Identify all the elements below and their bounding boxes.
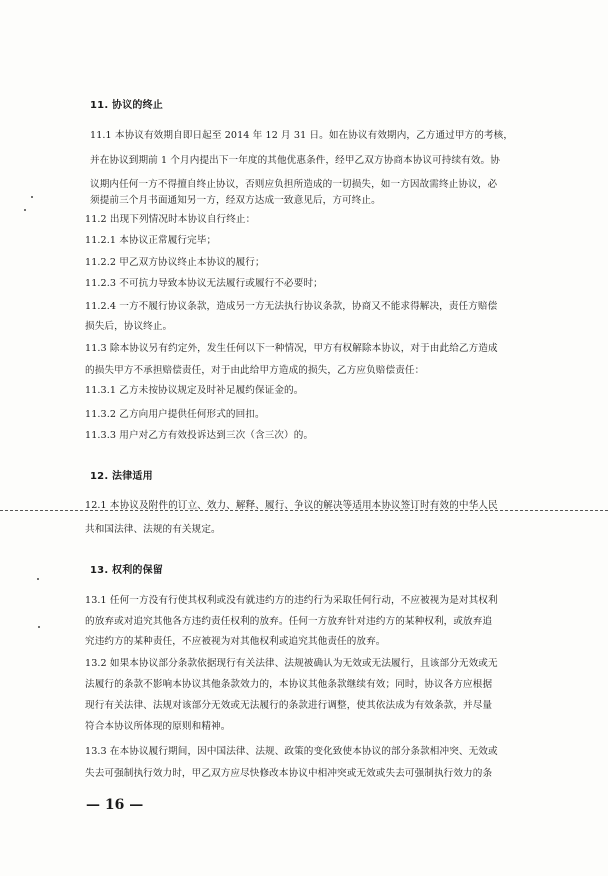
paragraph-line: 法履行的条款不影响本协议其他条款效力的，本协议其他条款继续有效；同时，协议各方应根据 [85, 679, 493, 690]
paragraph-line: 的放弃或对追究其他各方违约责任权利的放弃。任何一方放弃针对违约方的某种权利，或放弃追 [85, 616, 493, 627]
paragraph-line: 11.3 除本协议另有约定外，发生任何以下一种情况，甲方有权解除本协议，对于由此给乙方造成 [85, 343, 498, 354]
page-number: — 16 — [86, 797, 144, 813]
paragraph-line: 议期内任何一方不得擅自终止协议，否则应负担所造成的一切损失，如一方因故需终止协议，必 [90, 179, 498, 190]
paragraph-line: 13.1 任何一方没有行使其权利或没有就违约方的违约行为采取任何行动，不应被视为是对其权利 [85, 595, 498, 606]
paragraph-line: 现行有关法律、法规对该部分无效或无法履行的条款进行调整，使其依法成为有效条款，并尽量 [85, 700, 493, 711]
paragraph-line: 12.1 本协议及附件的订立、效力、解释、履行、争议的解决等适用本协议签订时有效的中华人民 [85, 500, 498, 511]
paragraph-line: 11.2 出现下列情况时本协议自行终止： [85, 214, 256, 225]
paragraph-line: 11.1 本协议有效期自即日起至 2014 年 12 月 31 日。如在协议有效期内，乙方通过甲方的考核， [90, 130, 514, 141]
paragraph-line: 11.2.1 本协议正常履行完毕； [85, 235, 217, 246]
scan-speck [24, 209, 26, 211]
scan-speck [38, 626, 40, 628]
paragraph-line: 的损失甲方不承担赔偿责任，对于由此给甲方造成的损失，乙方应负赔偿责任： [85, 365, 425, 376]
section-heading-reservation-of-rights: 13. 权利的保留 [90, 565, 163, 576]
paragraph-line: 13.3 在本协议履行期间，因中国法律、法规、政策的变化致使本协议的部分条款相冲突、无效或 [85, 746, 498, 757]
section-heading-termination: 11. 协议的终止 [90, 100, 163, 111]
paragraph-line: 11.3.2 乙方向用户提供任何形式的回扣。 [85, 409, 265, 420]
paragraph-line: 符合本协议所体现的原则和精神。 [85, 721, 231, 732]
paragraph-line: 失去可强制执行效力时，甲乙双方应尽快修改本协议中相冲突或无效或失去可强制执行效力的条 [85, 768, 493, 779]
paragraph-line: 11.2.2 甲乙双方协议终止本协议的履行； [85, 257, 265, 268]
paragraph-line: 13.2 如果本协议部分条款依据现行有关法律、法规被确认为无效或无法履行，且该部分无效或无 [85, 658, 498, 669]
paragraph-line: 共和国法律、法规的有关规定。 [85, 524, 221, 535]
paragraph-line: 损失后，协议终止。 [85, 321, 173, 332]
paragraph-line: 并在协议到期前 1 个月内提出下一年度的其他优惠条件，经甲乙双方协商本协议可持续有效。协 [90, 155, 500, 166]
paragraph-line: 须提前三个月书面通知另一方，经双方达成一致意见后，方可终止。 [90, 195, 381, 206]
scan-speck [37, 578, 39, 580]
scan-fold-line [0, 510, 608, 511]
scan-speck [31, 196, 33, 198]
paragraph-line: 究违约方的某种责任，不应被视为对其他权利或追究其他责任的放弃。 [85, 636, 386, 647]
section-heading-governing-law: 12. 法律适用 [90, 471, 153, 482]
paragraph-line: 11.3.3 用户对乙方有效投诉达到三次（含三次）的。 [85, 430, 314, 441]
paragraph-line: 11.3.1 乙方未按协议规定及时补足履约保证金的。 [85, 385, 304, 396]
paragraph-line: 11.2.3 不可抗力导致本协议无法履行或履行不必要时； [85, 278, 323, 289]
paragraph-line: 11.2.4 一方不履行协议条款，造成另一方无法执行协议条款，协商又不能求得解决，责任方赔偿 [85, 301, 498, 312]
